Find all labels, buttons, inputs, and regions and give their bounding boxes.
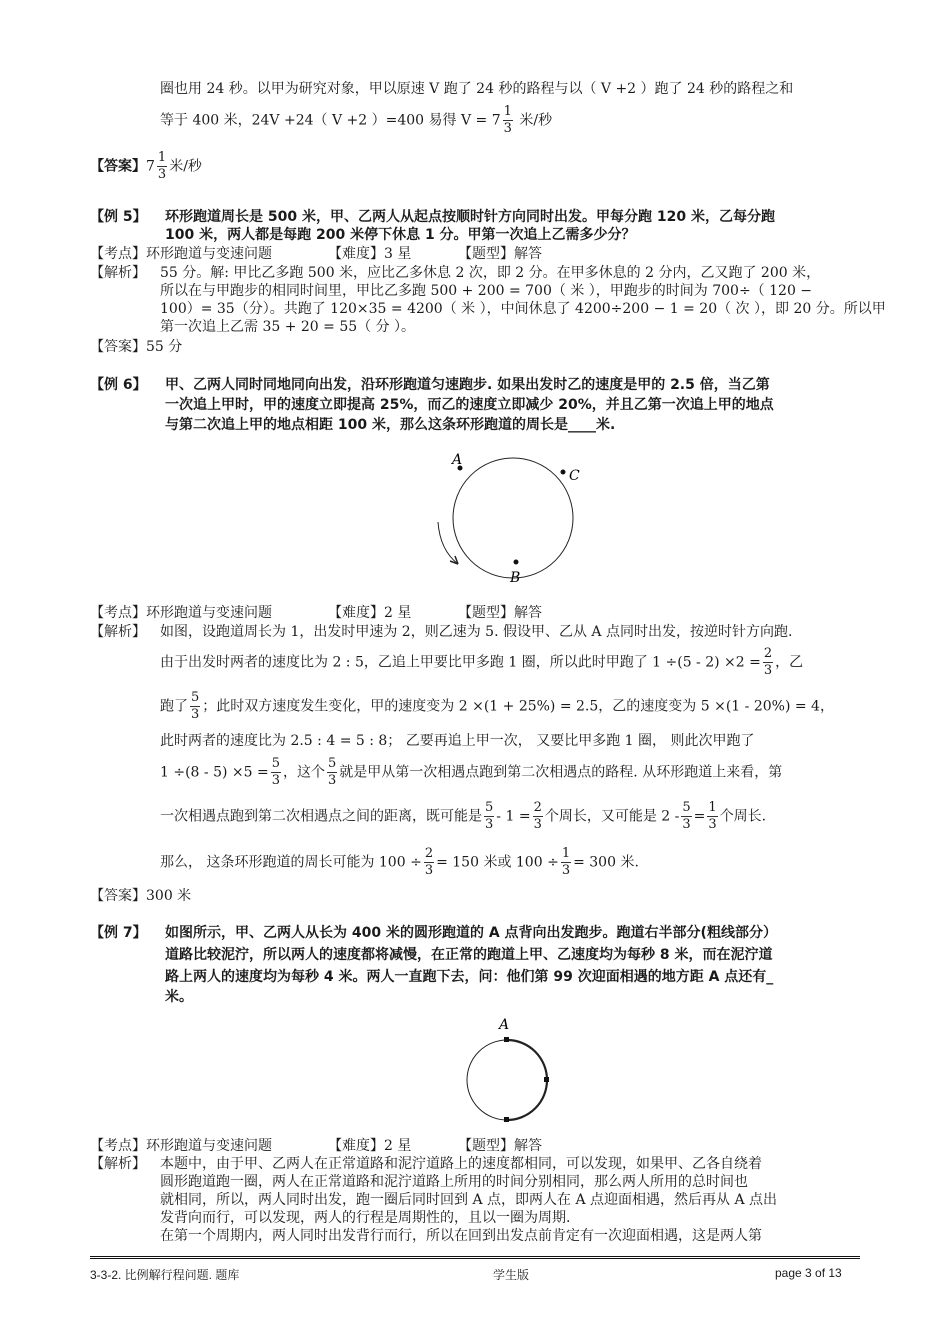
fraction-whole: 7 — [491, 112, 501, 129]
analysis-line: 如图，设跑道周长为 1，出发时甲速为 2，则乙速为 5. 假设甲、乙从 A 点同时出发，按逆时针方向跑. — [160, 624, 793, 640]
text-segment: ，这个 — [283, 764, 326, 781]
fraction-denominator: 3 — [708, 817, 717, 832]
text-segment: 就是甲从第一次相遇点跑到第二次相遇点的路程. 从环形跑道上来看，第 — [339, 764, 783, 781]
fraction-denominator: 3 — [271, 773, 281, 788]
fraction-denominator: 3 — [424, 863, 434, 878]
text-segment: 等于 400 米，24V +24（ V +2 ）=400 易得 V = — [160, 112, 488, 129]
circle-diagram-abc — [430, 440, 580, 590]
example-6-question: 甲、乙两人同时同地同向出发，沿环形跑道匀速跑步. 如果出发时乙的速度是甲的 2.5 倍，当乙第 — [165, 377, 770, 393]
footer-page-number: page 3 of 13 — [775, 1266, 842, 1280]
fraction-whole: 7 — [146, 158, 155, 175]
analysis-label: 【解析】 — [90, 265, 146, 281]
fraction-numerator: 2 — [533, 800, 542, 815]
fraction-numerator: 1 — [503, 104, 512, 119]
label-a: A — [452, 452, 463, 468]
analysis-line: 就相同，所以，两人同时出发，跑一圈后同时回到 A 点，即两人在 A 点迎面相遇，然后再从 A 点出 — [160, 1192, 778, 1208]
text-segment: = — [693, 808, 706, 825]
analysis-line: 在第一个周期内，两人同时出发背行而行，所以在回到出发点前肯定有一次迎面相遇，这是两人第 — [160, 1228, 762, 1244]
example-7-question: 道路比较泥泞，所以两人的速度都将减慢，在正常的跑道上甲、乙速度均为每秒 8 米，而在泥泞道 — [165, 947, 773, 963]
question-type: 【题型】解答 — [458, 605, 542, 621]
fraction — [271, 756, 281, 789]
example-6-question: 与第二次追上甲的地点相距 100 米，那么这条环形跑道的周长是____米. — [165, 417, 616, 433]
fraction-denominator: 3 — [191, 707, 200, 722]
fraction-numerator: 5 — [485, 800, 494, 815]
normal-track — [467, 1040, 507, 1120]
muddy-track — [507, 1040, 547, 1120]
fraction — [190, 690, 200, 723]
text-segment: 跑了 — [160, 698, 188, 715]
kaodian: 【考点】环形跑道与变速问题 — [90, 246, 272, 262]
fraction-numerator: 5 — [328, 756, 337, 771]
fraction-denominator: 3 — [533, 817, 542, 832]
example-6-label: 【例 6】 — [90, 377, 147, 393]
fraction — [707, 800, 717, 833]
text-segment: 那么， 这条环形跑道的周长可能为 100 ÷ — [160, 854, 422, 871]
text-segment: 个周长. — [719, 808, 767, 825]
answer-line — [90, 150, 202, 183]
analysis-line: 第一次追上乙需 35 + 20 = 55（ 分 ）。 — [160, 319, 416, 335]
example-6-meta — [90, 602, 542, 622]
kaodian: 【考点】环形跑道与变速问题 — [90, 1138, 272, 1154]
answer-unit: 米/秒 — [169, 158, 202, 175]
circle-diagram-a — [455, 1010, 565, 1125]
point-marker — [504, 1117, 509, 1122]
footer-center: 学生版 — [493, 1268, 530, 1282]
analysis-line — [160, 756, 782, 789]
text-segment: - 1 = — [496, 808, 531, 825]
example-7-question: 如图所示，甲、乙两人从长为 400 米的圆形跑道的 A 点背向出发跑步。跑道右半部分(粗线部分） — [165, 925, 777, 941]
fraction-denominator: 3 — [682, 817, 691, 832]
fraction — [484, 800, 494, 833]
answer-line: 【答案】300 米 — [90, 888, 192, 904]
difficulty: 【难度】3 星 — [328, 246, 412, 262]
example-7-label: 【例 7】 — [90, 925, 147, 941]
analysis-line — [160, 800, 766, 833]
fraction — [533, 800, 543, 833]
fraction — [503, 104, 513, 137]
fraction — [157, 150, 167, 183]
text-segment: ；此时双方速度发生变化，甲的速度变为 2 ×(1 + 25%) = 2.5，乙的速度变为 5 ×(1 - 20%) = 4， — [202, 698, 834, 715]
label-c: C — [569, 468, 580, 484]
example-5-question: 环形跑道周长是 500 米，甲、乙两人从起点按顺时针方向同时出发。甲每分跑 120 米，乙每分跑 — [165, 209, 775, 225]
analysis-line: 此时两者的速度比为 2.5 : 4 = 5 : 8； 乙要再追上甲一次， 又要比甲多跑 1 圈， 则此次甲跑了 — [160, 733, 755, 749]
analysis-label: 【解析】 — [90, 624, 146, 640]
example-5-meta — [90, 243, 542, 263]
text-segment: 由于出发时两者的速度比为 2 : 5，乙追上甲要比甲多跑 1 圈，所以此时甲跑了 1 ÷(5 - 2) ×2 = — [160, 654, 761, 671]
fraction — [561, 846, 571, 879]
footer-left: 3-3-2. 比例解行程问题. 题库 — [90, 1268, 240, 1282]
fraction-denominator: 3 — [157, 167, 167, 182]
fraction-denominator: 3 — [763, 663, 773, 678]
example-7-question: 路上两人的速度均为每秒 4 米。两人一直跑下去，问：他们第 99 次迎面相遇的地方距 A 点还有_ — [165, 969, 774, 985]
text-line: 圈也用 24 秒。以甲为研究对象，甲以原速 V 跑了 24 秒的路程与以（ V +2 ）跑了 24 秒的路程之和 — [160, 81, 794, 97]
question-type: 【题型】解答 — [458, 1138, 542, 1154]
text-segment: 一次相遇点跑到第二次相遇点之间的距离，既可能是 — [160, 808, 482, 825]
analysis-line — [160, 690, 834, 723]
fraction-numerator: 5 — [191, 690, 200, 705]
analysis-line — [160, 646, 803, 679]
text-segment: = 150 米或 100 ÷ — [436, 854, 559, 871]
point-a-marker — [504, 1037, 509, 1042]
fraction-numerator: 1 — [708, 800, 717, 815]
fraction — [681, 800, 691, 833]
answer-label: 【答案】 — [90, 158, 146, 175]
analysis-label: 【解析】 — [90, 1156, 146, 1172]
fraction — [327, 756, 337, 789]
label-b: B — [510, 570, 521, 586]
fraction — [424, 846, 434, 879]
answer-line: 【答案】55 分 — [90, 339, 183, 355]
fraction-denominator: 3 — [561, 863, 571, 878]
text-segment: = 300 米. — [573, 854, 639, 871]
label-a: A — [499, 1017, 510, 1033]
example-6-question: 一次追上甲时，甲的速度立即提高 25%，而乙的速度立即减少 20%，并且乙第一次追上甲的地点 — [165, 397, 774, 413]
point-c — [561, 470, 566, 475]
question-type: 【题型】解答 — [458, 246, 542, 262]
text-segment: 米/秒 — [519, 112, 553, 129]
fraction-numerator: 1 — [561, 846, 571, 861]
difficulty: 【难度】2 星 — [328, 605, 412, 621]
fraction-numerator: 5 — [271, 756, 281, 771]
analysis-line: 发背向而行，可以发现，两人的行程是周期性的，且以一圈为周期. — [160, 1210, 571, 1226]
point-marker — [544, 1077, 549, 1082]
fraction-denominator: 3 — [328, 773, 337, 788]
fraction — [763, 646, 773, 679]
analysis-line: 本题中，由于甲、乙两人在正常道路和泥泞道路上的速度都相同，可以发现，如果甲、乙各自绕着 — [160, 1156, 762, 1172]
example-5-label: 【例 5】 — [90, 209, 147, 225]
analysis-line — [160, 846, 639, 879]
point-b — [514, 560, 519, 565]
kaodian: 【考点】环形跑道与变速问题 — [90, 605, 272, 621]
fraction-denominator: 3 — [503, 121, 512, 136]
footer-rule — [90, 1256, 860, 1259]
fraction-numerator: 2 — [763, 646, 773, 661]
text-segment: ，乙 — [775, 654, 804, 671]
example-7-question: 米。 — [165, 989, 193, 1005]
text-segment: 1 ÷(8 - 5) ×5 = — [160, 764, 269, 781]
example-7-meta — [90, 1135, 542, 1155]
difficulty: 【难度】2 星 — [328, 1138, 412, 1154]
text-line — [160, 104, 552, 137]
analysis-line: 圆形跑道跑一圈，两人在正常道路和泥泞道路上所用的时间分别相同，那么两人所用的总时间也 — [160, 1174, 748, 1190]
fraction-numerator: 2 — [424, 846, 434, 861]
track-circle — [453, 458, 573, 578]
example-5-question: 100 米，两人都是每跑 200 米停下休息 1 分。甲第一次追上乙需多少分？ — [165, 227, 636, 243]
analysis-line: 55 分。解: 甲比乙多跑 500 米，应比乙多休息 2 次，即 2 分。在甲多休息的 2 分内，乙又跑了 200 米， — [160, 265, 821, 281]
fraction-numerator: 1 — [157, 150, 167, 165]
analysis-line: 所以在与甲跑步的相同时间里，甲比乙多跑 500 + 200 = 700（ 米 ），甲跑步的时间为 700÷（ 120 − — [160, 283, 813, 299]
analysis-line: 100）= 35（分）。共跑了 120×35 = 4200（ 米 ），中间休息了 4200÷200 − 1 = 20（ 次 ），即 20 分。所以甲 — [160, 301, 886, 317]
fraction-denominator: 3 — [485, 817, 494, 832]
fraction-numerator: 5 — [682, 800, 691, 815]
text-segment: 个周长，又可能是 2 - — [544, 808, 680, 825]
